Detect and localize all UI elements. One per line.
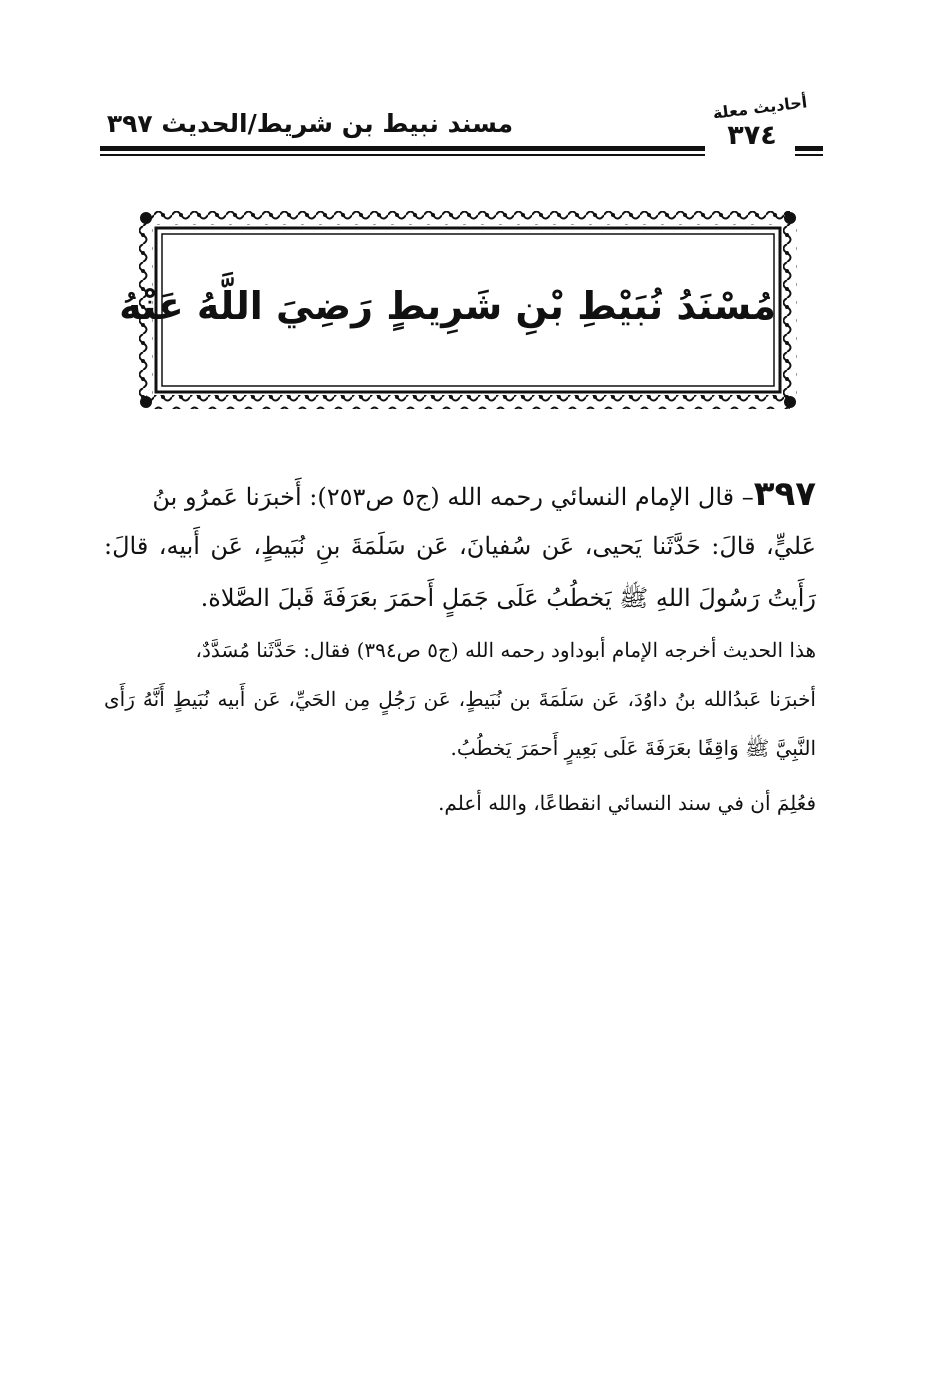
hadith-text-1: – قال الإمام النسائي رحمه الله (ج٥ ص٢٥٣): أَخبرَنا عَمرُو بنُ [152,483,754,511]
running-header-title: مسند نبيط بن شريط/الحديث ٣٩٧ [106,109,514,138]
book-title-label: أحاديث معلة [711,92,809,123]
hadith-number: ٣٩٧ [753,474,816,514]
header-rule-thin [100,154,705,156]
commentary-line-1: هذا الحديث أخرجه الإمام أبوداود رحمه الله (ج٥ ص٣٩٤) فقال: حَدَّثَنا مُسَدَّدٌ، [195,638,816,662]
musnad-section-title: مُسْنَدُ نُبَيْطِ بْنِ شَرِيطٍ رَضِيَ اللَّهُ عَنْهُ [119,284,776,328]
hadith-line-2: عَليٍّ، قالَ: حَدَّثَنا يَحيى، عَن سُفيانَ، عَن سَلَمَةَ بنِ نُبَيطٍ، عَن أَبيه، قالَ: [104,532,816,560]
hadith-line-3: رَأَيتُ رَسُولَ اللهِ ﷺ يَخطُبُ عَلَى جَمَلٍ أَحمَرَ بعَرَفَةَ قَبلَ الصَّلاة. [200,584,816,612]
hadith-line-1 [104,474,816,517]
commentary-conclusion: فعُلِمَ أن في سند النسائي انقطاعًا، والله أعلم. [438,791,816,815]
page-number: ٣٧٤ [727,120,777,151]
header-rule-thick [100,146,705,151]
commentary-line-2: أخبرَنا عَبدُالله بنُ داوُدَ، عَن سَلَمَةَ بن نُبَيطٍ، عَن رَجُلٍ مِن الحَيِّ، عَن أَبيه نُبَيطٍ أَنَّهُ رَأَى [104,687,816,711]
commentary-line-3: النَّبِيَّ ﷺ وَاقِفًا بعَرَفَةَ عَلَى بَعِيرٍ أَحمَرَ يَخطُبُ. [450,736,816,760]
page-number-rule-thin [795,154,823,156]
page-number-rule-thick [795,146,823,151]
